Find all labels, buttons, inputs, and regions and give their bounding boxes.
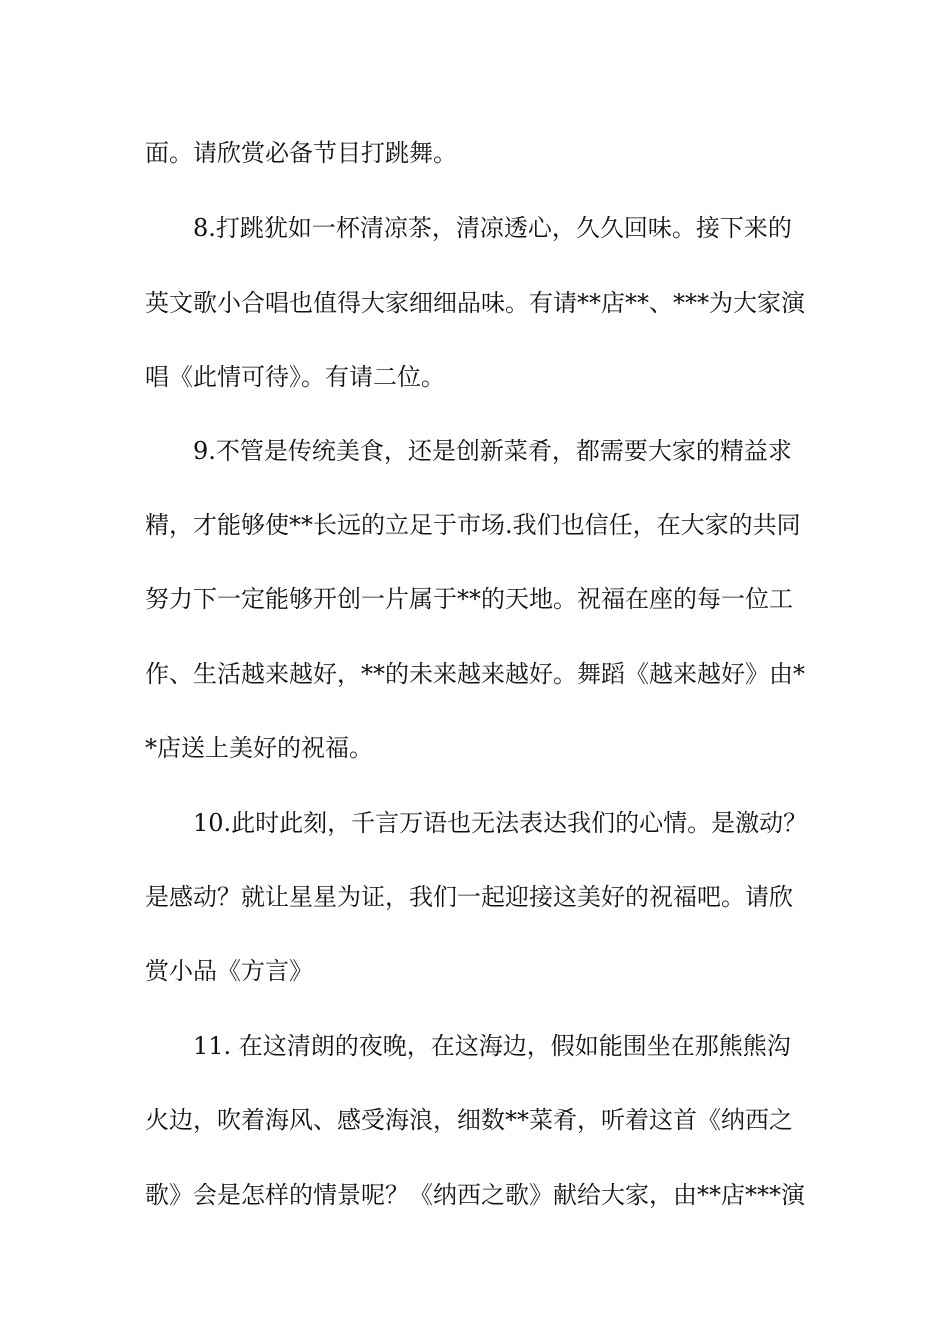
text-line: 8.打跳犹如一杯清凉茶，清凉透心，久久回味。接下来的: [193, 214, 792, 242]
text-line: 9.不管是传统美食，还是创新菜肴，都需要大家的精益求: [193, 437, 792, 465]
text-line: 努力下一定能够开创一片属于**的天地。祝福在座的每一位工: [145, 585, 793, 613]
text-line: 火边，吹着海风、感受海浪，细数**菜肴，听着这首《纳西之: [145, 1106, 793, 1134]
text-line: 10.此时此刻，千言万语也无法表达我们的心情。是激动？: [193, 809, 808, 837]
text-line: 精，才能够使**长远的立足于市场.我们也信任，在大家的共同: [145, 511, 801, 539]
text-line: 11. 在这清朗的夜晚，在这海边，假如能围坐在那熊熊沟: [193, 1032, 791, 1060]
text-line: 唱《此情可待》。有请二位。: [145, 363, 445, 391]
text-line: 英文歌小合唱也值得大家细细品味。有请**店**、***为大家演: [145, 289, 805, 317]
text-line: 赏小品《方言》: [145, 957, 313, 985]
text-line: 作、生活越来越好，**的未来越来越好。舞蹈《越来越好》由*: [145, 660, 805, 688]
text-line: 面。请欣赏必备节目打跳舞。: [145, 139, 457, 167]
text-line: 是感动？就让星星为证，我们一起迎接这美好的祝福吧。请欣: [145, 883, 793, 911]
text-line: *店送上美好的祝福。: [145, 734, 373, 762]
text-line: 歌》会是怎样的情景呢？《纳西之歌》献给大家，由**店***演: [145, 1181, 805, 1209]
